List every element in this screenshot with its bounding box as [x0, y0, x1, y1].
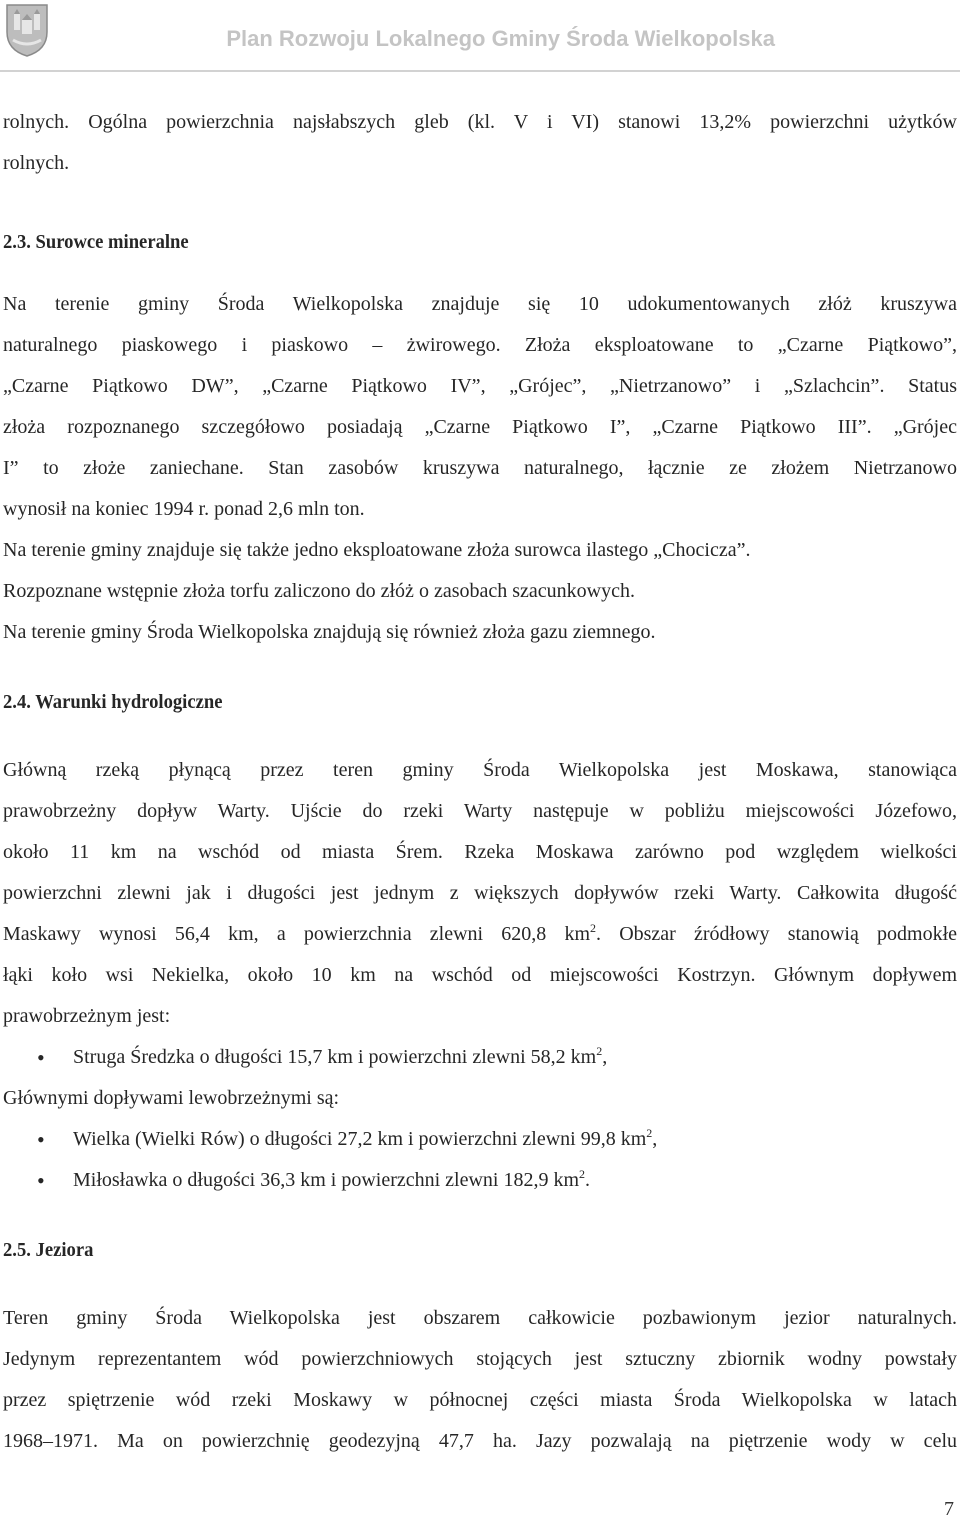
paragraph-line: „Czarne Piątkowo DW”, „Czarne Piątkowo IV”, „Grójec”, „Nietrzanowo” i „Szlachcin”. Status	[3, 375, 957, 397]
bullet-icon: •	[37, 1168, 45, 1193]
paragraph-line: Na terenie gminy Środa Wielkopolska znajdują się również złoża gazu ziemnego.	[3, 621, 656, 643]
paragraph-line: Głównymi dopływami lewobrzeżnymi są:	[3, 1087, 340, 1109]
document-title: Plan Rozwoju Lokalnego Gminy Środa Wielkopolska	[226, 26, 775, 51]
town-crest-icon	[4, 2, 50, 58]
section-heading-2-5: 2.5. Jeziora	[3, 1239, 94, 1261]
paragraph-line: I” to złoże zaniechane. Stan zasobów kruszywa naturalnego, łącznie ze złożem Nietrzanowo	[3, 457, 957, 479]
bullet-icon: •	[37, 1045, 45, 1070]
paragraph-line: łąki koło wsi Nekielka, około 10 km na wschód od miejscowości Kostrzyn. Głównym dopływem	[3, 964, 957, 986]
paragraph-line: prawobrzeżnym jest:	[3, 1005, 171, 1027]
paragraph-line: rolnych. Ogólna powierzchnia najsłabszych gleb (kl. V i VI) stanowi 13,2% powierzchni użytków	[3, 111, 957, 133]
paragraph-line: przez spiętrzenie wód rzeki Moskawy w północnej części miasta Środa Wielkopolska w latach	[3, 1389, 957, 1411]
paragraph-line: naturalnego piaskowego i piaskowo – żwirowego. Złoża eksploatowane to „Czarne Piątkowo”,	[3, 334, 957, 356]
paragraph-line: Główną rzeką płynącą przez teren gminy Środa Wielkopolska jest Moskawa, stanowiąca	[3, 759, 957, 781]
paragraph-line: Rozpoznane wstępnie złoża torfu zaliczono do złóż o zasobach szacunkowych.	[3, 580, 635, 602]
paragraph-line: rolnych.	[3, 152, 70, 174]
page-number: 7	[944, 1498, 954, 1520]
paragraph-line: Maskawy wynosi 56,4 km, a powierzchnia zlewni 620,8 $km^2$. Obszar źródłowy stanowią podmokłe	[3, 921, 957, 945]
paragraph-line: 1968–1971. Ma on powierzchnię geodezyjną 47,7 ha. Jazy pozwalają na piętrzenie wody w celu	[3, 1430, 957, 1452]
paragraph-line: złoża rozpoznanego szczegółowo posiadają „Czarne Piątkowo I”, „Czarne Piątkowo III”. „Grójec	[3, 416, 957, 438]
paragraph-line: Jedynym reprezentantem wód powierzchniowych stojących jest sztuczny zbiornik wodny powstały	[3, 1348, 957, 1370]
page-header	[0, 0, 960, 80]
section-heading-2-4: 2.4. Warunki hydrologiczne	[3, 691, 223, 713]
list-item-text: Struga Średzka o długości 15,7 km i powierzchni zlewni 58,2 $km^2$,	[73, 1044, 608, 1068]
paragraph-line: około 11 km na wschód od miasta Śrem. Rzeka Moskawa zarówno pod względem wielkości	[3, 841, 957, 863]
bullet-icon: •	[37, 1127, 45, 1152]
header-divider	[0, 70, 960, 72]
paragraph-line: Na terenie gminy Środa Wielkopolska znajduje się 10 udokumentowanych złóż kruszywa	[3, 293, 957, 315]
paragraph-line: wynosił na koniec 1994 r. ponad 2,6 mln ton.	[3, 498, 365, 520]
paragraph-line: Teren gminy Środa Wielkopolska jest obszarem całkowicie pozbawionym jezior naturalnych.	[3, 1307, 957, 1329]
paragraph-line: Na terenie gminy znajduje się także jedno eksploatowane złoża surowca ilastego „Chocicza”.	[3, 539, 751, 561]
paragraph-line: prawobrzeżny dopływ Warty. Ujście do rzeki Warty następuje w pobliżu miejscowości Józefowo,	[3, 800, 957, 822]
list-item-text: Wielka (Wielki Rów) o długości 27,2 km i powierzchni zlewni 99,8 $km^2$,	[73, 1126, 658, 1150]
list-item-text: Miłosławka o długości 36,3 km i powierzchni zlewni 182,9 $km^2$.	[73, 1167, 591, 1191]
paragraph-line: powierzchni zlewni jak i długości jest jednym z większych dopływów rzeki Warty. Całkowita długość	[3, 882, 957, 904]
section-heading-2-3: 2.3. Surowce mineralne	[3, 231, 189, 253]
